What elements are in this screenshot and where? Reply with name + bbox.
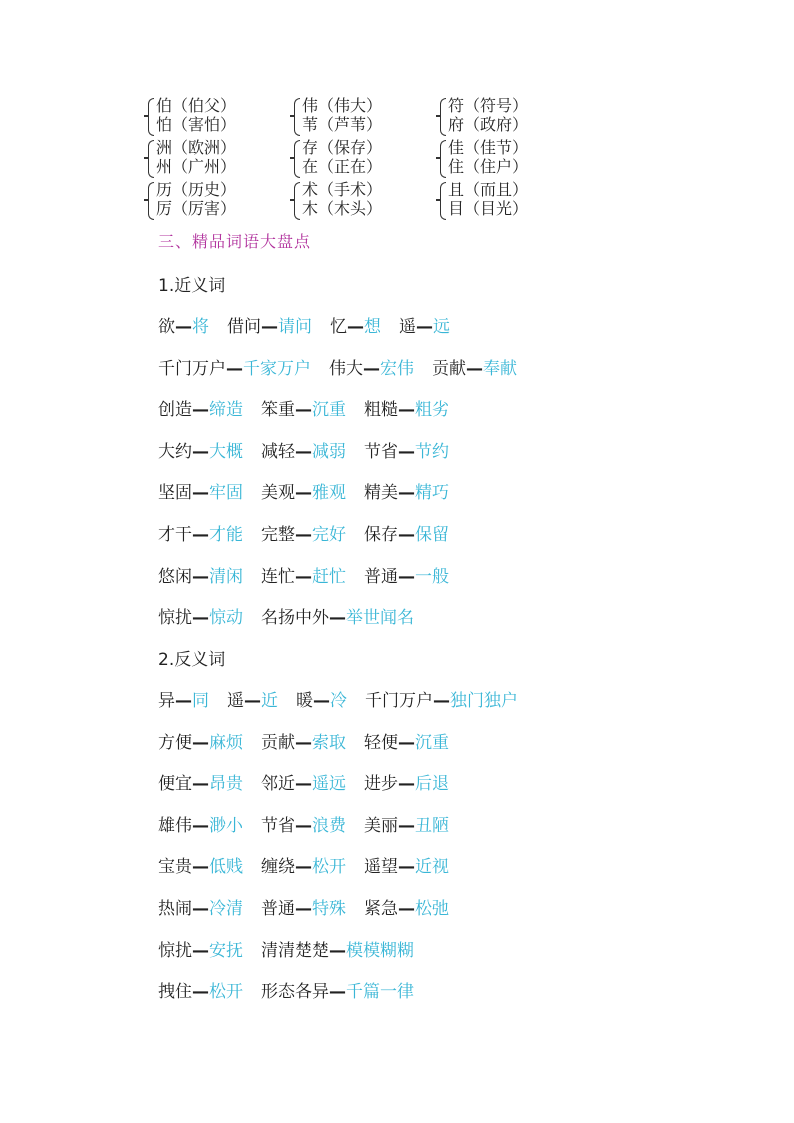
word-pair (261, 728, 346, 753)
dash-separator: — (192, 857, 209, 878)
dash-separator: — (398, 525, 415, 545)
word-pair-row (158, 354, 535, 379)
word-question: 节省 (364, 441, 398, 462)
word-question: 形态各异 (261, 982, 329, 1003)
word-pair (158, 354, 311, 379)
word-question: 悠闲 (158, 566, 192, 587)
char-group-line: 厉（厉害） (156, 199, 237, 218)
dash-separator: — (466, 358, 483, 379)
word-pair (227, 686, 278, 711)
dash-separator: — (295, 815, 312, 836)
word-pair (261, 520, 346, 545)
word-pair-row (158, 478, 467, 503)
char-group-line: 怕（害怕） (156, 115, 237, 134)
dash-separator: — (192, 899, 209, 919)
word-pair (158, 936, 243, 961)
word-pair-row (158, 894, 467, 919)
word-question: 贡献 (432, 358, 466, 379)
dash-separator: — (295, 566, 312, 587)
dash-separator: — (295, 400, 312, 421)
word-answer: 赶忙 (312, 566, 346, 587)
word-question: 减轻 (261, 441, 295, 462)
dash-separator: — (295, 774, 312, 795)
word-question: 遥 (399, 317, 416, 337)
word-pair (261, 977, 414, 1002)
word-answer: 大概 (209, 441, 243, 462)
dash-separator: — (398, 441, 415, 462)
word-pair (158, 520, 243, 545)
brace-icon (148, 182, 154, 220)
brace-icon (440, 182, 446, 220)
word-question: 紧急 (364, 899, 398, 919)
word-pair (158, 977, 243, 1002)
word-answer: 松开 (209, 982, 243, 1003)
word-question: 遥望 (364, 857, 398, 878)
word-question: 暖 (296, 691, 313, 711)
word-pair (261, 769, 346, 794)
brace-icon (440, 98, 446, 136)
word-pair (158, 769, 243, 794)
word-question: 普通 (261, 899, 295, 919)
word-question: 宝贵 (158, 857, 192, 878)
word-pair (365, 686, 518, 711)
word-pair (364, 769, 449, 794)
word-pair-row (158, 395, 467, 420)
dash-separator: — (175, 691, 192, 711)
word-question: 清清楚楚 (261, 940, 329, 961)
word-answer: 近视 (415, 857, 449, 878)
dash-separator: — (244, 691, 261, 711)
dash-separator: — (398, 732, 415, 753)
char-group-line: 符（符号） (448, 96, 529, 115)
word-question: 笨重 (261, 400, 295, 421)
word-answer: 节约 (415, 441, 449, 462)
dash-separator: — (416, 317, 433, 337)
word-answer: 完好 (312, 525, 346, 545)
char-group-line: 佳（佳节） (448, 138, 529, 157)
dash-separator: — (329, 608, 346, 629)
char-group-line: 苇（芦苇） (302, 115, 383, 134)
word-answer: 同 (192, 691, 209, 711)
word-pair (364, 728, 449, 753)
dash-separator: — (398, 483, 415, 504)
word-question: 异 (158, 691, 175, 711)
dash-separator: — (192, 525, 209, 545)
dash-separator: — (192, 608, 209, 629)
word-pair (261, 936, 414, 961)
word-answer: 冷 (330, 691, 347, 711)
word-question: 千门万户 (158, 358, 226, 379)
char-group-line: 术（手术） (302, 180, 383, 199)
word-pair-row (158, 686, 536, 711)
word-answer: 丑陋 (415, 815, 449, 836)
word-question: 方便 (158, 732, 192, 753)
word-pair (364, 478, 449, 503)
antonyms-title: 2.反义词 (158, 650, 226, 670)
dash-separator: — (329, 982, 346, 1003)
word-pair (158, 312, 209, 337)
word-pair (158, 478, 243, 503)
dash-separator: — (295, 483, 312, 504)
word-pair-row (158, 520, 467, 545)
word-pair (261, 894, 346, 919)
word-question: 贡献 (261, 732, 295, 753)
dash-separator: — (192, 815, 209, 836)
word-pair (364, 852, 449, 877)
dash-separator: — (295, 857, 312, 878)
word-question: 连忙 (261, 566, 295, 587)
dash-separator: — (363, 358, 380, 379)
word-question: 创造 (158, 400, 192, 421)
word-answer: 低贱 (209, 857, 243, 878)
word-answer: 才能 (209, 525, 243, 545)
word-question: 借问 (227, 317, 261, 337)
word-pair-row (158, 977, 432, 1002)
word-question: 伟大 (329, 358, 363, 379)
word-pair (432, 354, 517, 379)
dash-separator: — (192, 441, 209, 462)
char-group-line: 历（历史） (156, 180, 237, 199)
word-answer: 一般 (415, 566, 449, 587)
char-group-line: 木（木头） (302, 199, 383, 218)
word-question: 坚固 (158, 483, 192, 504)
word-pair-row (158, 437, 467, 462)
word-pair-row (158, 936, 432, 961)
dash-separator: — (192, 732, 209, 753)
word-pair-row (158, 562, 467, 587)
char-group-line: 伟（伟大） (302, 96, 383, 115)
char-group-line: 府（政府） (448, 115, 529, 134)
word-pair (364, 395, 449, 420)
word-answer: 奉献 (483, 358, 517, 379)
section-title: 三、精品词语大盘点 (158, 232, 312, 251)
word-pair (330, 312, 381, 337)
word-question: 才干 (158, 525, 192, 545)
dash-separator: — (398, 857, 415, 878)
word-answer: 昂贵 (209, 774, 243, 795)
word-question: 名扬中外 (261, 608, 329, 629)
word-question: 雄伟 (158, 815, 192, 836)
word-question: 保存 (364, 525, 398, 545)
word-answer: 独门独户 (450, 691, 518, 711)
word-question: 粗糙 (364, 400, 398, 421)
dash-separator: — (295, 525, 312, 545)
word-pair (261, 811, 346, 836)
dash-separator: — (261, 317, 278, 337)
word-answer: 牢固 (209, 483, 243, 504)
word-pair (158, 603, 243, 628)
brace-icon (148, 140, 154, 178)
word-answer: 举世闻名 (346, 608, 414, 629)
word-answer: 将 (192, 317, 209, 337)
word-pair (399, 312, 450, 337)
char-group-line: 在（正在） (302, 157, 383, 176)
dash-separator: — (398, 400, 415, 421)
word-answer: 松开 (312, 857, 346, 878)
dash-separator: — (433, 691, 450, 711)
word-answer: 远 (433, 317, 450, 337)
word-pair-row (158, 312, 468, 337)
brace-icon (294, 140, 300, 178)
word-pair-row (158, 852, 467, 877)
dash-separator: — (295, 441, 312, 462)
word-question: 忆 (330, 317, 347, 337)
char-group-line: 洲（欧洲） (156, 138, 237, 157)
word-answer: 粗劣 (415, 400, 449, 421)
word-pair (296, 686, 347, 711)
dash-separator: — (192, 566, 209, 587)
word-pair (158, 894, 243, 919)
dash-separator: — (226, 358, 243, 379)
dash-separator: — (192, 982, 209, 1003)
dash-separator: — (295, 899, 312, 919)
word-question: 缠绕 (261, 857, 295, 878)
dash-separator: — (398, 815, 415, 836)
word-pair (158, 852, 243, 877)
dash-separator: — (192, 774, 209, 795)
word-answer: 缔造 (209, 400, 243, 421)
word-answer: 后退 (415, 774, 449, 795)
word-pair (158, 562, 243, 587)
word-pair (261, 395, 346, 420)
word-answer: 遥远 (312, 774, 346, 795)
word-question: 便宜 (158, 774, 192, 795)
brace-icon (294, 98, 300, 136)
char-group-line: 州（广州） (156, 157, 237, 176)
word-question: 进步 (364, 774, 398, 795)
word-question: 完整 (261, 525, 295, 545)
dash-separator: — (192, 483, 209, 504)
word-answer: 精巧 (415, 483, 449, 504)
word-answer: 冷清 (209, 899, 243, 919)
char-group-line: 且（而且） (448, 180, 529, 199)
word-pair (364, 520, 449, 545)
word-answer: 特殊 (312, 899, 346, 919)
char-group-line: 存（保存） (302, 138, 383, 157)
word-answer: 减弱 (312, 441, 346, 462)
word-question: 美丽 (364, 815, 398, 836)
word-pair (364, 811, 449, 836)
dash-separator: — (398, 566, 415, 587)
dash-separator: — (192, 400, 209, 421)
word-pair (158, 395, 243, 420)
word-question: 节省 (261, 815, 295, 836)
word-question: 精美 (364, 483, 398, 504)
char-group-line: 目（目光） (448, 199, 529, 218)
word-question: 遥 (227, 691, 244, 711)
word-answer: 浪费 (312, 815, 346, 836)
word-pair (364, 894, 449, 919)
word-pair-row (158, 728, 467, 753)
dash-separator: — (313, 691, 330, 711)
word-question: 大约 (158, 441, 192, 462)
word-pair (261, 562, 346, 587)
word-pair-row (158, 769, 467, 794)
word-answer: 雅观 (312, 483, 346, 504)
word-pair (158, 437, 243, 462)
char-group-line: 住（住户） (448, 157, 529, 176)
word-answer: 近 (261, 691, 278, 711)
word-answer: 千篇一律 (346, 982, 414, 1003)
word-answer: 安抚 (209, 940, 243, 961)
word-question: 拽住 (158, 982, 192, 1003)
brace-icon (440, 140, 446, 178)
word-pair-row (158, 603, 432, 628)
dash-separator: — (329, 940, 346, 961)
dash-separator: — (192, 940, 209, 961)
word-answer: 千家万户 (243, 358, 311, 379)
brace-icon (148, 98, 154, 136)
word-answer: 清闲 (209, 566, 243, 587)
word-pair (158, 728, 243, 753)
word-pair (261, 603, 414, 628)
word-pair (364, 437, 449, 462)
word-pair (329, 354, 414, 379)
word-answer: 沉重 (312, 400, 346, 421)
word-answer: 渺小 (209, 815, 243, 836)
word-answer: 松弛 (415, 899, 449, 919)
word-answer: 麻烦 (209, 732, 243, 753)
word-answer: 惊动 (209, 608, 243, 629)
word-answer: 宏伟 (380, 358, 414, 379)
brace-icon (294, 182, 300, 220)
word-question: 千门万户 (365, 691, 433, 711)
word-pair (158, 686, 209, 711)
word-answer: 保留 (415, 525, 449, 545)
word-answer: 模模糊糊 (346, 940, 414, 961)
word-pair (261, 478, 346, 503)
word-answer: 想 (364, 317, 381, 337)
word-pair-row (158, 811, 467, 836)
word-answer: 索取 (312, 732, 346, 753)
dash-separator: — (398, 774, 415, 795)
word-question: 邻近 (261, 774, 295, 795)
synonyms-title: 1.近义词 (158, 276, 226, 296)
word-question: 普通 (364, 566, 398, 587)
word-pair (261, 437, 346, 462)
word-answer: 沉重 (415, 732, 449, 753)
word-pair (261, 852, 346, 877)
word-question: 轻便 (364, 732, 398, 753)
word-question: 惊扰 (158, 940, 192, 961)
word-question: 欲 (158, 317, 175, 337)
dash-separator: — (175, 317, 192, 337)
word-answer: 请问 (278, 317, 312, 337)
dash-separator: — (295, 732, 312, 753)
word-question: 热闹 (158, 899, 192, 919)
word-pair (227, 312, 312, 337)
dash-separator: — (347, 317, 364, 337)
word-pair (364, 562, 449, 587)
dash-separator: — (398, 899, 415, 919)
char-group-line: 伯（伯父） (156, 96, 237, 115)
word-question: 美观 (261, 483, 295, 504)
word-question: 惊扰 (158, 608, 192, 629)
word-pair (158, 811, 243, 836)
